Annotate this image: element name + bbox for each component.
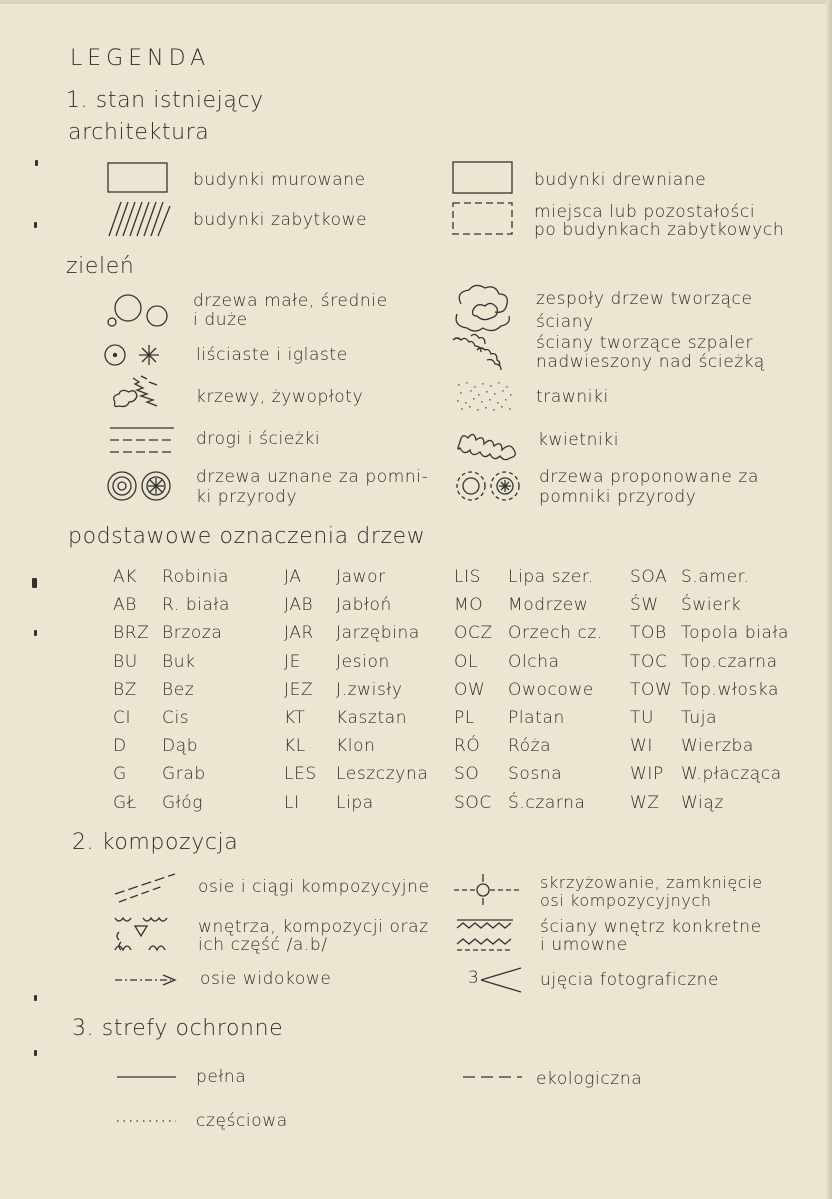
zielen-label-drzewa-1: drzewa małe, średnie [193, 291, 388, 311]
zielen-label-proponowane-2: pomniki przyrody [539, 487, 697, 507]
tree-code: CI [113, 708, 132, 728]
tree-name: Ś.czarna [508, 793, 586, 813]
margin-mark [34, 995, 37, 1001]
roads-paths-icon [108, 422, 178, 458]
zielen-label-krzewy: krzewy, żywopłoty [196, 387, 364, 407]
tree-sizes-icon [106, 286, 172, 330]
tree-group-wall-icon [453, 284, 521, 334]
strefa-label-czesciowa: częściowa [196, 1111, 288, 1131]
tree-name: Bez [162, 680, 195, 700]
komp-label-ujecia: ujęcia fotograficzne [540, 970, 720, 990]
komp-label-wnetrza-1: wnętrza, kompozycji oraz [198, 917, 429, 937]
tree-code: SO [454, 764, 480, 784]
tree-code: JAR [284, 623, 314, 643]
arch-label-murowane: budynki murowane [193, 170, 366, 190]
ecological-zone-line-icon [462, 1074, 524, 1080]
tree-code: JE [284, 652, 301, 672]
tree-name: Owocowe [508, 680, 594, 700]
tree-code: TOW [630, 680, 673, 700]
tree-code: WZ [630, 793, 660, 813]
zielen-label-sciany-1: ściany tworzące szpaler [536, 333, 754, 353]
tree-code: JA [284, 567, 302, 587]
tree-name: S.amer. [681, 567, 750, 587]
section-3-heading: 3. strefy ochronne [72, 1016, 284, 1041]
margin-mark [35, 160, 38, 166]
tree-code: LES [284, 764, 317, 784]
tree-code: RÓ [454, 736, 481, 756]
tree-code: WIP [630, 764, 664, 784]
flowerbed-icon [456, 428, 526, 452]
tree-name: Świerk [681, 595, 742, 615]
tree-code: PL [454, 708, 475, 728]
zielen-label-pomniki-1: drzewa uznane za pomni- [196, 467, 429, 487]
tree-name: Jarzębina [336, 623, 420, 643]
zielen-label-kwietniki: kwietniki [538, 430, 620, 450]
historic-building-hatch-icon [107, 200, 177, 240]
tree-name: Lipa [336, 793, 374, 813]
margin-mark [34, 1050, 37, 1056]
legend-title: LEGENDA [70, 46, 211, 71]
tree-code: TOB [630, 623, 667, 643]
tree-code: AK [113, 567, 137, 587]
tree-name: R. biała [162, 595, 230, 615]
interior-walls-icon [455, 914, 521, 954]
tree-name: Grab [162, 764, 206, 784]
tree-code: SOA [630, 567, 668, 587]
tree-name: Kasztan [336, 708, 408, 728]
lawn-stipple-icon [452, 378, 518, 414]
tree-code: OW [454, 680, 486, 700]
tree-name: Klon [336, 736, 376, 756]
view-axis-arrow-icon [113, 972, 183, 988]
tree-code: WI [630, 736, 654, 756]
tree-code: BRZ [113, 623, 150, 643]
tree-name: Platan [508, 708, 565, 728]
tree-code: LI [284, 793, 300, 813]
tree-name: Jawor [336, 567, 386, 587]
tree-name: Brzoza [162, 623, 223, 643]
tree-code: JEZ [284, 680, 314, 700]
tree-code: MO [454, 595, 484, 615]
tree-code: OL [454, 652, 479, 672]
partial-zone-line-icon [116, 1118, 178, 1124]
zielen-label-pomniki-2: ki przyrody [196, 487, 298, 507]
photo-shot-number: 3 [468, 968, 480, 988]
tree-name: J.zwisły [336, 680, 403, 700]
komp-label-skrzyzowanie-2: osi kompozycyjnych [540, 891, 712, 910]
tree-name: Sosna [508, 764, 563, 784]
tree-code: SOC [454, 793, 492, 813]
zielen-label-drogi: drogi i ścieżki [196, 429, 321, 449]
canopy-alley-icon [447, 332, 523, 372]
tree-name: Buk [162, 652, 196, 672]
zielen-label-drzewa-2: i duże [193, 310, 248, 330]
tree-name: Leszczyna [336, 764, 429, 784]
tree-name: Robinia [162, 567, 230, 587]
tree-codes-heading: podstawowe oznaczenia drzew [68, 524, 426, 549]
zielen-label-zespoly-1: zespoły drzew tworzące [536, 289, 753, 309]
arch-label-zabytkowe: budynki zabytkowe [193, 210, 368, 230]
tree-code: BZ [113, 680, 137, 700]
tree-name: W.płacząca [681, 764, 782, 784]
tree-name: Wiąz [681, 793, 724, 813]
arch-label-miejsca-1: miejsca lub pozostałości [534, 202, 756, 222]
tree-name: Wierzba [681, 736, 754, 756]
komp-label-wnetrza-2: ich część /a.b/ [198, 935, 328, 955]
tree-name: Tuja [681, 708, 718, 728]
zielen-heading: zieleń [66, 254, 135, 279]
komp-label-skrzyzowanie-1: skrzyżowanie, zamknięcie [540, 873, 763, 892]
tree-name: Jabłoń [336, 595, 392, 615]
zielen-label-sciany-2: nadwieszony nad ścieżką [536, 352, 765, 372]
tree-code: LIS [454, 567, 482, 587]
proposed-monument-icon [453, 466, 523, 506]
historic-remains-dashed-icon [452, 201, 514, 237]
zielen-label-lisciaste: liściaste i iglaste [196, 345, 348, 365]
komp-label-osie: osie i ciągi kompozycyjne [198, 877, 430, 897]
tree-name: Topola biała [681, 623, 790, 643]
tree-name: Top.włoska [681, 680, 780, 700]
komp-label-sciany-2: i umowne [540, 935, 628, 955]
composition-axis-icon [113, 868, 181, 904]
tree-code: KL [284, 736, 306, 756]
tree-name: Cis [162, 708, 190, 728]
komp-label-sciany-1: ściany wnętrz konkretne [540, 917, 762, 937]
tree-name: Modrzew [508, 595, 589, 615]
tree-code: D [113, 736, 127, 756]
section-2-heading: 2. kompozycja [72, 830, 239, 855]
axis-crossing-icon [452, 872, 522, 906]
tree-name: Róża [508, 736, 552, 756]
tree-code: G [113, 764, 127, 784]
zielen-label-trawniki: trawniki [536, 387, 609, 407]
section-1-heading: 1. stan istniejący [66, 88, 264, 113]
tree-name: Głóg [162, 793, 204, 813]
paper-edge-right [826, 0, 832, 1199]
tree-code: TU [630, 708, 655, 728]
tree-code: OCZ [454, 623, 493, 643]
zielen-label-proponowane-1: drzewa proponowane za [539, 467, 759, 487]
arch-label-drewniane: budynki drewniane [534, 170, 707, 190]
wooden-building-icon [452, 161, 514, 195]
shrubs-hedges-icon [105, 374, 177, 416]
strefa-label-ekologiczna: ekologiczna [536, 1069, 643, 1089]
tree-name: Jesion [336, 652, 390, 672]
tree-name: Top.czarna [681, 652, 778, 672]
full-zone-line-icon [116, 1074, 178, 1080]
tree-code: GŁ [113, 793, 137, 813]
zielen-label-zespoly-2: ściany [536, 312, 594, 332]
tree-code: ŚW [630, 595, 659, 615]
margin-mark [34, 630, 37, 636]
margin-mark [34, 222, 37, 228]
tree-code: BU [113, 652, 138, 672]
tree-name: Dąb [162, 736, 199, 756]
photo-shot-icon [479, 966, 525, 994]
tree-name: Lipa szer. [508, 567, 594, 587]
tree-code: KT [284, 708, 306, 728]
architektura-heading: architektura [68, 120, 210, 145]
tree-code: AB [113, 595, 137, 615]
brick-building-icon [107, 162, 169, 194]
tree-name: Olcha [508, 652, 560, 672]
margin-mark [32, 578, 37, 588]
interior-composition-icon [113, 914, 181, 954]
tree-code: TOC [630, 652, 668, 672]
paper-edge-top [0, 0, 832, 4]
natural-monument-icon [106, 466, 178, 506]
deciduous-coniferous-icon [101, 340, 173, 370]
tree-name: Orzech cz. [508, 623, 603, 643]
arch-label-miejsca-2: po budynkach zabytkowych [534, 220, 785, 240]
tree-code: JAB [284, 595, 314, 615]
komp-label-widokowe: osie widokowe [200, 969, 332, 989]
strefa-label-pelna: pełna [196, 1067, 247, 1087]
